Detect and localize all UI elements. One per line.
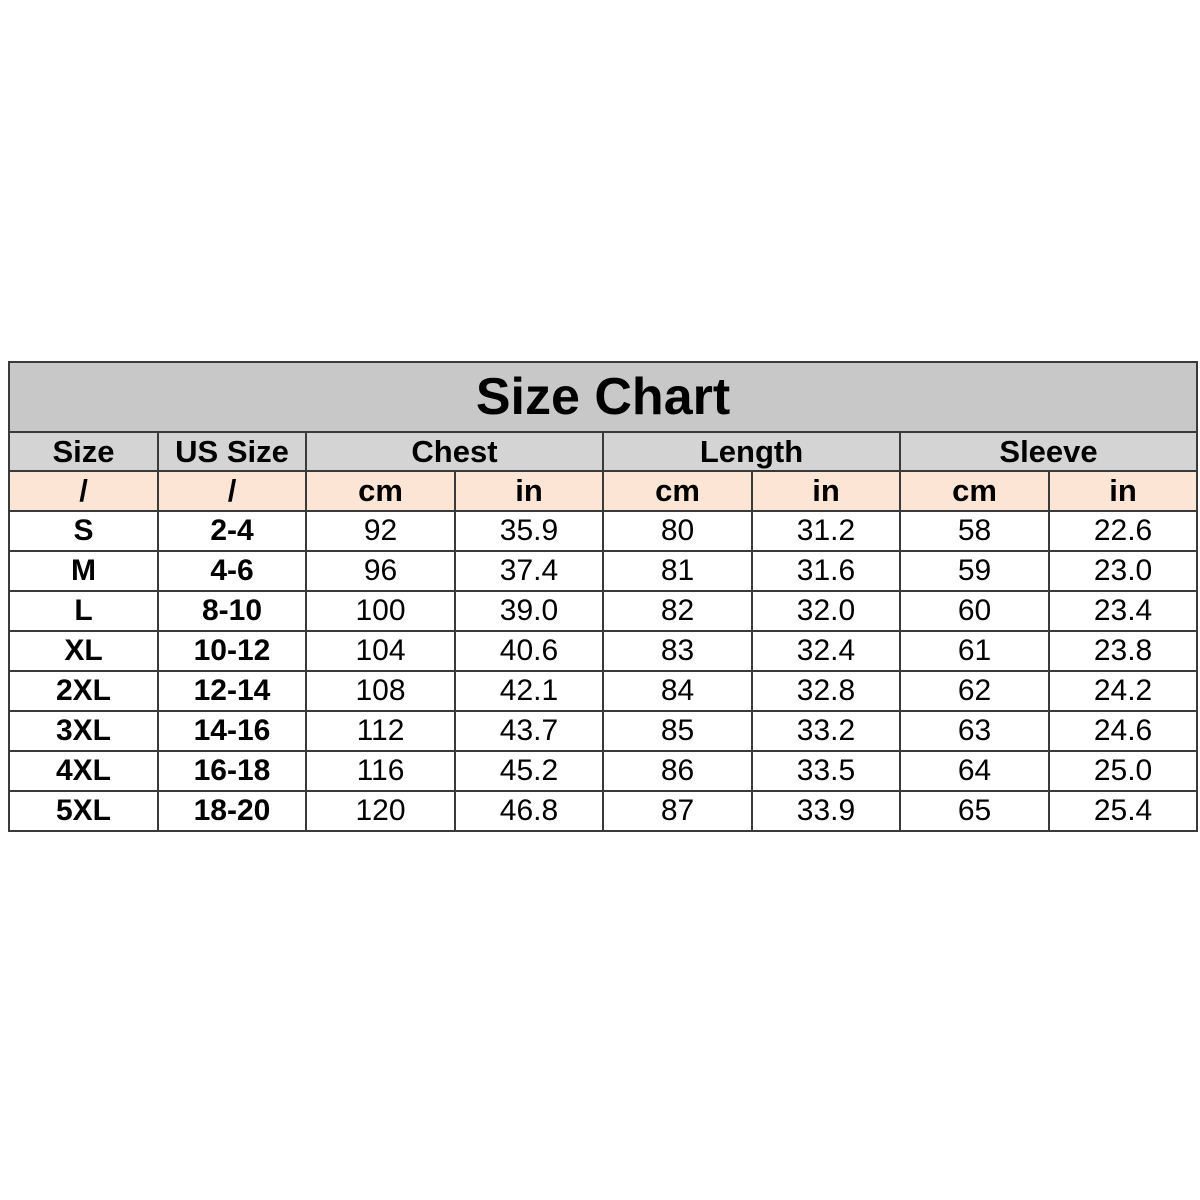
header-size: Size [9,432,158,471]
cell-length-in: 32.4 [752,631,900,671]
cell-size: 2XL [9,671,158,711]
cell-chest-in: 40.6 [455,631,603,671]
table-row [9,631,1197,671]
cell-chest-cm: 92 [306,511,455,551]
cell-chest-cm: 116 [306,751,455,791]
cell-length-cm: 81 [603,551,752,591]
cell-chest-in: 43.7 [455,711,603,751]
cell-length-in: 31.6 [752,551,900,591]
table-row [9,711,1197,751]
cell-sleeve-in: 25.0 [1049,751,1197,791]
cell-length-in: 33.2 [752,711,900,751]
cell-length-in: 33.9 [752,791,900,831]
cell-sleeve-cm: 59 [900,551,1049,591]
header-row [9,432,1197,471]
cell-us-size: 10-12 [158,631,306,671]
cell-length-cm: 87 [603,791,752,831]
cell-us-size: 12-14 [158,671,306,711]
table-row [9,551,1197,591]
table-row [9,511,1197,551]
size-chart-table [8,361,1198,832]
cell-sleeve-cm: 58 [900,511,1049,551]
header-chest: Chest [306,432,603,471]
cell-length-cm: 83 [603,631,752,671]
header-length: Length [603,432,900,471]
cell-us-size: 8-10 [158,591,306,631]
cell-size: XL [9,631,158,671]
cell-us-size: 16-18 [158,751,306,791]
cell-us-size: 4-6 [158,551,306,591]
unit-length-cm: cm [603,471,752,511]
cell-chest-cm: 108 [306,671,455,711]
cell-sleeve-in: 23.4 [1049,591,1197,631]
cell-chest-in: 37.4 [455,551,603,591]
cell-us-size: 14-16 [158,711,306,751]
cell-sleeve-cm: 63 [900,711,1049,751]
cell-sleeve-in: 23.0 [1049,551,1197,591]
unit-chest-cm: cm [306,471,455,511]
unit-length-in: in [752,471,900,511]
cell-size: S [9,511,158,551]
unit-sleeve-in: in [1049,471,1197,511]
title-row [9,362,1197,432]
cell-sleeve-cm: 65 [900,791,1049,831]
cell-chest-cm: 100 [306,591,455,631]
cell-chest-in: 45.2 [455,751,603,791]
cell-sleeve-cm: 60 [900,591,1049,631]
cell-chest-cm: 120 [306,791,455,831]
chart-title: Size Chart [9,362,1197,432]
header-us-size: US Size [158,432,306,471]
unit-sleeve-cm: cm [900,471,1049,511]
cell-length-cm: 80 [603,511,752,551]
cell-size: L [9,591,158,631]
cell-size: 3XL [9,711,158,751]
cell-chest-cm: 104 [306,631,455,671]
cell-sleeve-in: 23.8 [1049,631,1197,671]
cell-sleeve-in: 24.6 [1049,711,1197,751]
cell-sleeve-in: 24.2 [1049,671,1197,711]
cell-us-size: 2-4 [158,511,306,551]
unit-size: / [9,471,158,511]
cell-chest-in: 46.8 [455,791,603,831]
cell-length-in: 33.5 [752,751,900,791]
table-row [9,591,1197,631]
cell-sleeve-cm: 62 [900,671,1049,711]
cell-chest-in: 42.1 [455,671,603,711]
table-row [9,751,1197,791]
cell-length-cm: 84 [603,671,752,711]
cell-chest-cm: 112 [306,711,455,751]
cell-sleeve-cm: 61 [900,631,1049,671]
cell-sleeve-cm: 64 [900,751,1049,791]
cell-size: M [9,551,158,591]
cell-chest-in: 39.0 [455,591,603,631]
unit-row [9,471,1197,511]
unit-chest-in: in [455,471,603,511]
cell-sleeve-in: 22.6 [1049,511,1197,551]
cell-size: 4XL [9,751,158,791]
cell-length-cm: 86 [603,751,752,791]
table-row [9,791,1197,831]
table-row [9,671,1197,711]
cell-length-in: 32.8 [752,671,900,711]
size-chart-body [9,362,1197,831]
header-sleeve: Sleeve [900,432,1197,471]
cell-length-in: 32.0 [752,591,900,631]
cell-size: 5XL [9,791,158,831]
cell-chest-in: 35.9 [455,511,603,551]
cell-length-cm: 85 [603,711,752,751]
cell-chest-cm: 96 [306,551,455,591]
cell-length-in: 31.2 [752,511,900,551]
cell-sleeve-in: 25.4 [1049,791,1197,831]
cell-length-cm: 82 [603,591,752,631]
cell-us-size: 18-20 [158,791,306,831]
unit-us-size: / [158,471,306,511]
